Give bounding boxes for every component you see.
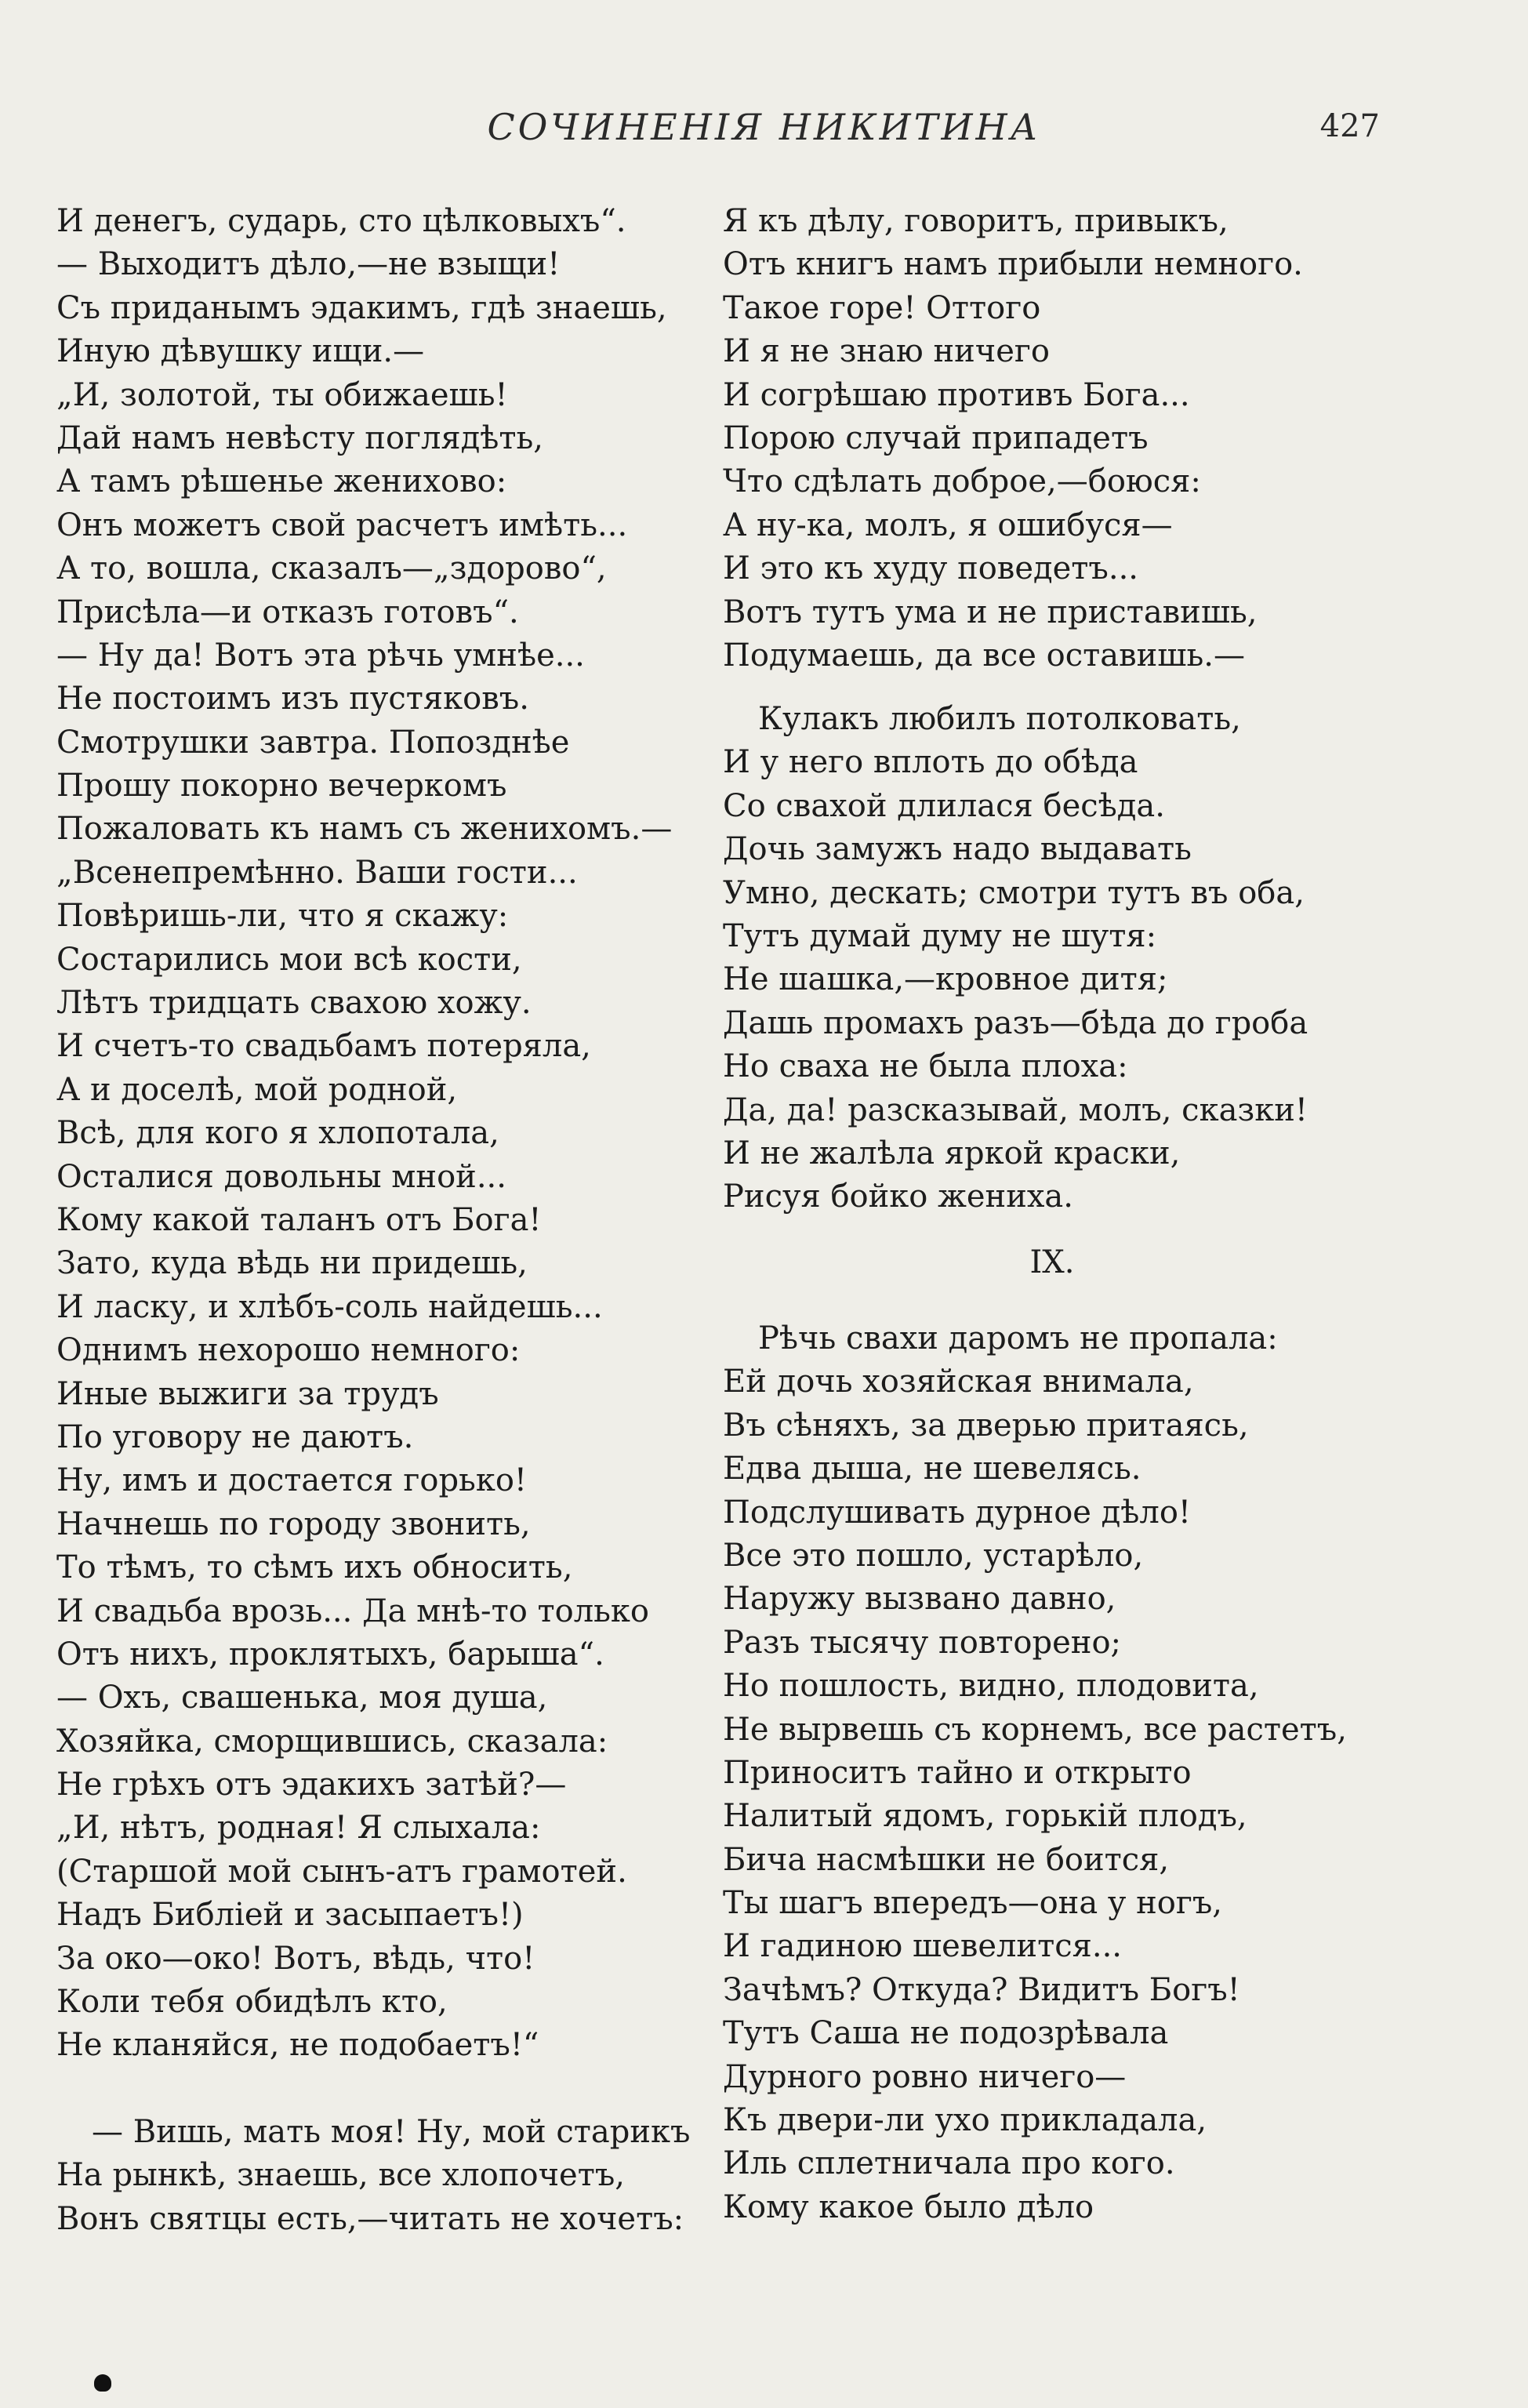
- verse-line: И свадьба врозь... Да мнѣ-то только: [56, 1593, 649, 1629]
- verse-line: И не жалѣла яркой краски,: [723, 1135, 1181, 1171]
- verse-line: Въ сѣняхъ, за дверью притаясь,: [723, 1407, 1249, 1444]
- verse-line: Кому какое было дѣло: [723, 2188, 1094, 2225]
- verse-line: Состарились мои всѣ кости,: [56, 941, 522, 978]
- verse-line: Однимъ нехорошо немного:: [56, 1332, 521, 1369]
- verse-line: Дай намъ невѣсту поглядѣть,: [56, 419, 543, 456]
- running-header-title: СОЧИНЕНІЯ НИКИТИНА: [487, 106, 1041, 148]
- verse-line: Лѣтъ тридцать свахою хожу.: [56, 985, 532, 1022]
- verse-line: И счетъ-то свадьбамъ потеряла,: [56, 1028, 591, 1065]
- verse-line: Приноситъ тайно и открыто: [723, 1754, 1192, 1791]
- verse-line: И это къ худу поведетъ...: [723, 550, 1139, 587]
- verse-line: Кулакъ любилъ потолковать,: [758, 701, 1241, 737]
- verse-line: Отъ нихъ, проклятыхъ, барыша“.: [56, 1636, 604, 1673]
- verse-line: За око—око! Вотъ, вѣдь, что!: [56, 1940, 535, 1977]
- left-column-stanza-b: [56, 2111, 715, 2241]
- verse-line: Коли тебя обидѣлъ кто,: [56, 1984, 448, 2021]
- verse-line: А ну-ка, молъ, я ошибуся—: [723, 507, 1173, 543]
- verse-line: Налитый ядомъ, горькій плодъ,: [723, 1798, 1247, 1835]
- verse-line: „И, золотой, ты обижаешь!: [56, 376, 508, 413]
- verse-line: И у него вплоть до обѣда: [723, 744, 1138, 781]
- verse-line: — Вишь, мать моя! Ну, мой старикъ: [92, 2114, 691, 2150]
- verse-line: Иную дѣвушку ищи.—: [56, 333, 425, 370]
- verse-line: Но сваха не была плоха:: [723, 1048, 1128, 1085]
- ink-mark-icon: [94, 2374, 111, 2392]
- verse-line: Со свахой длилася бесѣда.: [723, 787, 1165, 824]
- verse-line: Не шашка,—кровное дитя;: [723, 961, 1168, 998]
- verse-line: И согрѣшаю противъ Бога...: [723, 376, 1190, 413]
- verse-line: — Выходитъ дѣло,—не взыщи!: [56, 246, 561, 283]
- verse-line: Рѣчь свахи даромъ не пропала:: [758, 1320, 1278, 1357]
- verse-line: Едва дыша, не шевелясь.: [723, 1451, 1141, 1487]
- verse-line: А и доселѣ, мой родной,: [56, 1071, 458, 1108]
- verse-line: И я не знаю ничего: [723, 333, 1050, 370]
- verse-line: По уговору не даютъ.: [56, 1418, 414, 1455]
- verse-line: Зато, куда вѣдь ни придешь,: [56, 1245, 528, 1282]
- verse-line: — Охъ, свашенька, моя душа,: [56, 1680, 548, 1716]
- verse-line: Пожаловать къ намъ съ женихомъ.—: [56, 811, 673, 848]
- verse-line: „И, нѣтъ, родная! Я слыхала:: [56, 1810, 541, 1847]
- verse-line: И гадиною шевелится...: [723, 1928, 1123, 1965]
- verse-line: И ласку, и хлѣбъ-соль найдешь...: [56, 1288, 603, 1325]
- right-column-stanza-2: [723, 698, 1475, 1219]
- verse-line: Всѣ, для кого я хлопотала,: [56, 1115, 499, 1152]
- verse-line: Все это пошло, устарѣло,: [723, 1537, 1144, 1574]
- left-column-stanza: [56, 200, 715, 2068]
- verse-line: Не вырвешь съ корнемъ, все растетъ,: [723, 1711, 1347, 1748]
- verse-line: Присѣла—и отказъ готовъ“.: [56, 594, 519, 630]
- verse-line: То тѣмъ, то сѣмъ ихъ обносить,: [56, 1549, 573, 1586]
- verse-line: Не кланяйся, не подобаетъ!“: [56, 2027, 539, 2064]
- verse-line: — Ну да! Вотъ эта рѣчь умнѣе...: [56, 637, 585, 674]
- verse-line: Бича насмѣшки не боится,: [723, 1841, 1170, 1878]
- verse-line: Вотъ тутъ ума и не приставишь,: [723, 594, 1258, 630]
- verse-line: Подслушивать дурное дѣло!: [723, 1494, 1191, 1531]
- verse-line: Но пошлость, видно, плодовита,: [723, 1668, 1259, 1705]
- verse-line: Разъ тысячу повторено;: [723, 1624, 1122, 1661]
- verse-line: Ну, имъ и достается горько!: [56, 1462, 527, 1499]
- verse-line: Осталися довольны мной...: [56, 1158, 506, 1195]
- verse-line: Такое горе! Оттого: [723, 289, 1041, 326]
- verse-line: Повѣришь-ли, что я скажу:: [56, 898, 509, 935]
- verse-line: Зачѣмъ? Откуда? Видитъ Богъ!: [723, 1971, 1240, 2008]
- verse-line: Иль сплетничала про кого.: [723, 2145, 1175, 2182]
- verse-line: И денегъ, сударь, сто цѣлковыхъ“.: [56, 203, 626, 239]
- verse-line: Подумаешь, да все оставишь.—: [723, 637, 1245, 674]
- verse-line: Съ приданымъ эдакимъ, гдѣ знаешь,: [56, 289, 667, 326]
- verse-line: Дочь замужъ надо выдавать: [723, 831, 1192, 868]
- verse-line: На рынкѣ, знаешь, все хлопочетъ,: [56, 2157, 625, 2194]
- verse-line: (Старшой мой сынъ-атъ грамотей.: [56, 1853, 627, 1890]
- verse-line: А тамъ рѣшенье жениховo:: [56, 463, 507, 500]
- verse-line: Я къ дѣлу, говоритъ, привыкъ,: [723, 203, 1229, 239]
- verse-line: Наружу вызвано давно,: [723, 1581, 1116, 1618]
- verse-line: Онъ можетъ свой расчетъ имѣть...: [56, 507, 628, 543]
- verse-line: Тутъ думай думу не шутя:: [723, 917, 1157, 954]
- verse-line: „Всенепремѣнно. Ваши гости...: [56, 854, 578, 891]
- section-heading: IX.: [1029, 1244, 1075, 1280]
- right-column-stanza-3: [723, 1317, 1475, 2229]
- verse-line: Что сдѣлать доброе,—боюся:: [723, 463, 1201, 500]
- verse-line: Да, да! разсказывай, молъ, сказки!: [723, 1091, 1308, 1128]
- verse-line: Рисуя бойко жениха.: [723, 1179, 1073, 1215]
- verse-line: Кому какой таланъ отъ Бога!: [56, 1201, 542, 1238]
- verse-line: Хозяйка, сморщившись, сказала:: [56, 1723, 608, 1760]
- verse-line: Умно, дескать; смотри тутъ въ оба,: [723, 874, 1305, 911]
- verse-line: Отъ книгъ намъ прибыли немного.: [723, 246, 1303, 283]
- page-number: 427: [1319, 108, 1380, 144]
- verse-line: Порою случай припадетъ: [723, 419, 1149, 456]
- verse-line: Дашь промахъ разъ—бѣда до гроба: [723, 1004, 1308, 1041]
- verse-line: Тутъ Саша не подозрѣвала: [723, 2015, 1169, 2052]
- verse-line: Дурного ровно ничего—: [723, 2058, 1127, 2095]
- verse-line: Начнешь по городу звонить,: [56, 1505, 531, 1542]
- right-column-stanza: [723, 200, 1475, 677]
- verse-line: Прошу покорно вечеркомъ: [56, 768, 507, 804]
- verse-line: Къ двери-ли ухо прикладала,: [723, 2102, 1207, 2139]
- verse-line: Иные выжиги за трудъ: [56, 1375, 439, 1412]
- verse-line: Не грѣхъ отъ эдакихъ затѣй?—: [56, 1767, 567, 1803]
- verse-line: Ты шагъ впередъ—она у ногъ,: [723, 1885, 1223, 1922]
- verse-line: Вонъ святцы есть,—читать не хочетъ:: [56, 2200, 684, 2237]
- verse-line: Не постоимъ изъ пустяковъ.: [56, 681, 529, 717]
- verse-line: Надъ Библіей и засыпаетъ!): [56, 1897, 524, 1934]
- verse-line: Смотрушки завтра. Попозднѣе: [56, 724, 570, 761]
- verse-line: Ей дочь хозяйская внимала,: [723, 1364, 1194, 1400]
- verse-line: А то, вошла, сказалъ—„здорово“,: [56, 550, 607, 587]
